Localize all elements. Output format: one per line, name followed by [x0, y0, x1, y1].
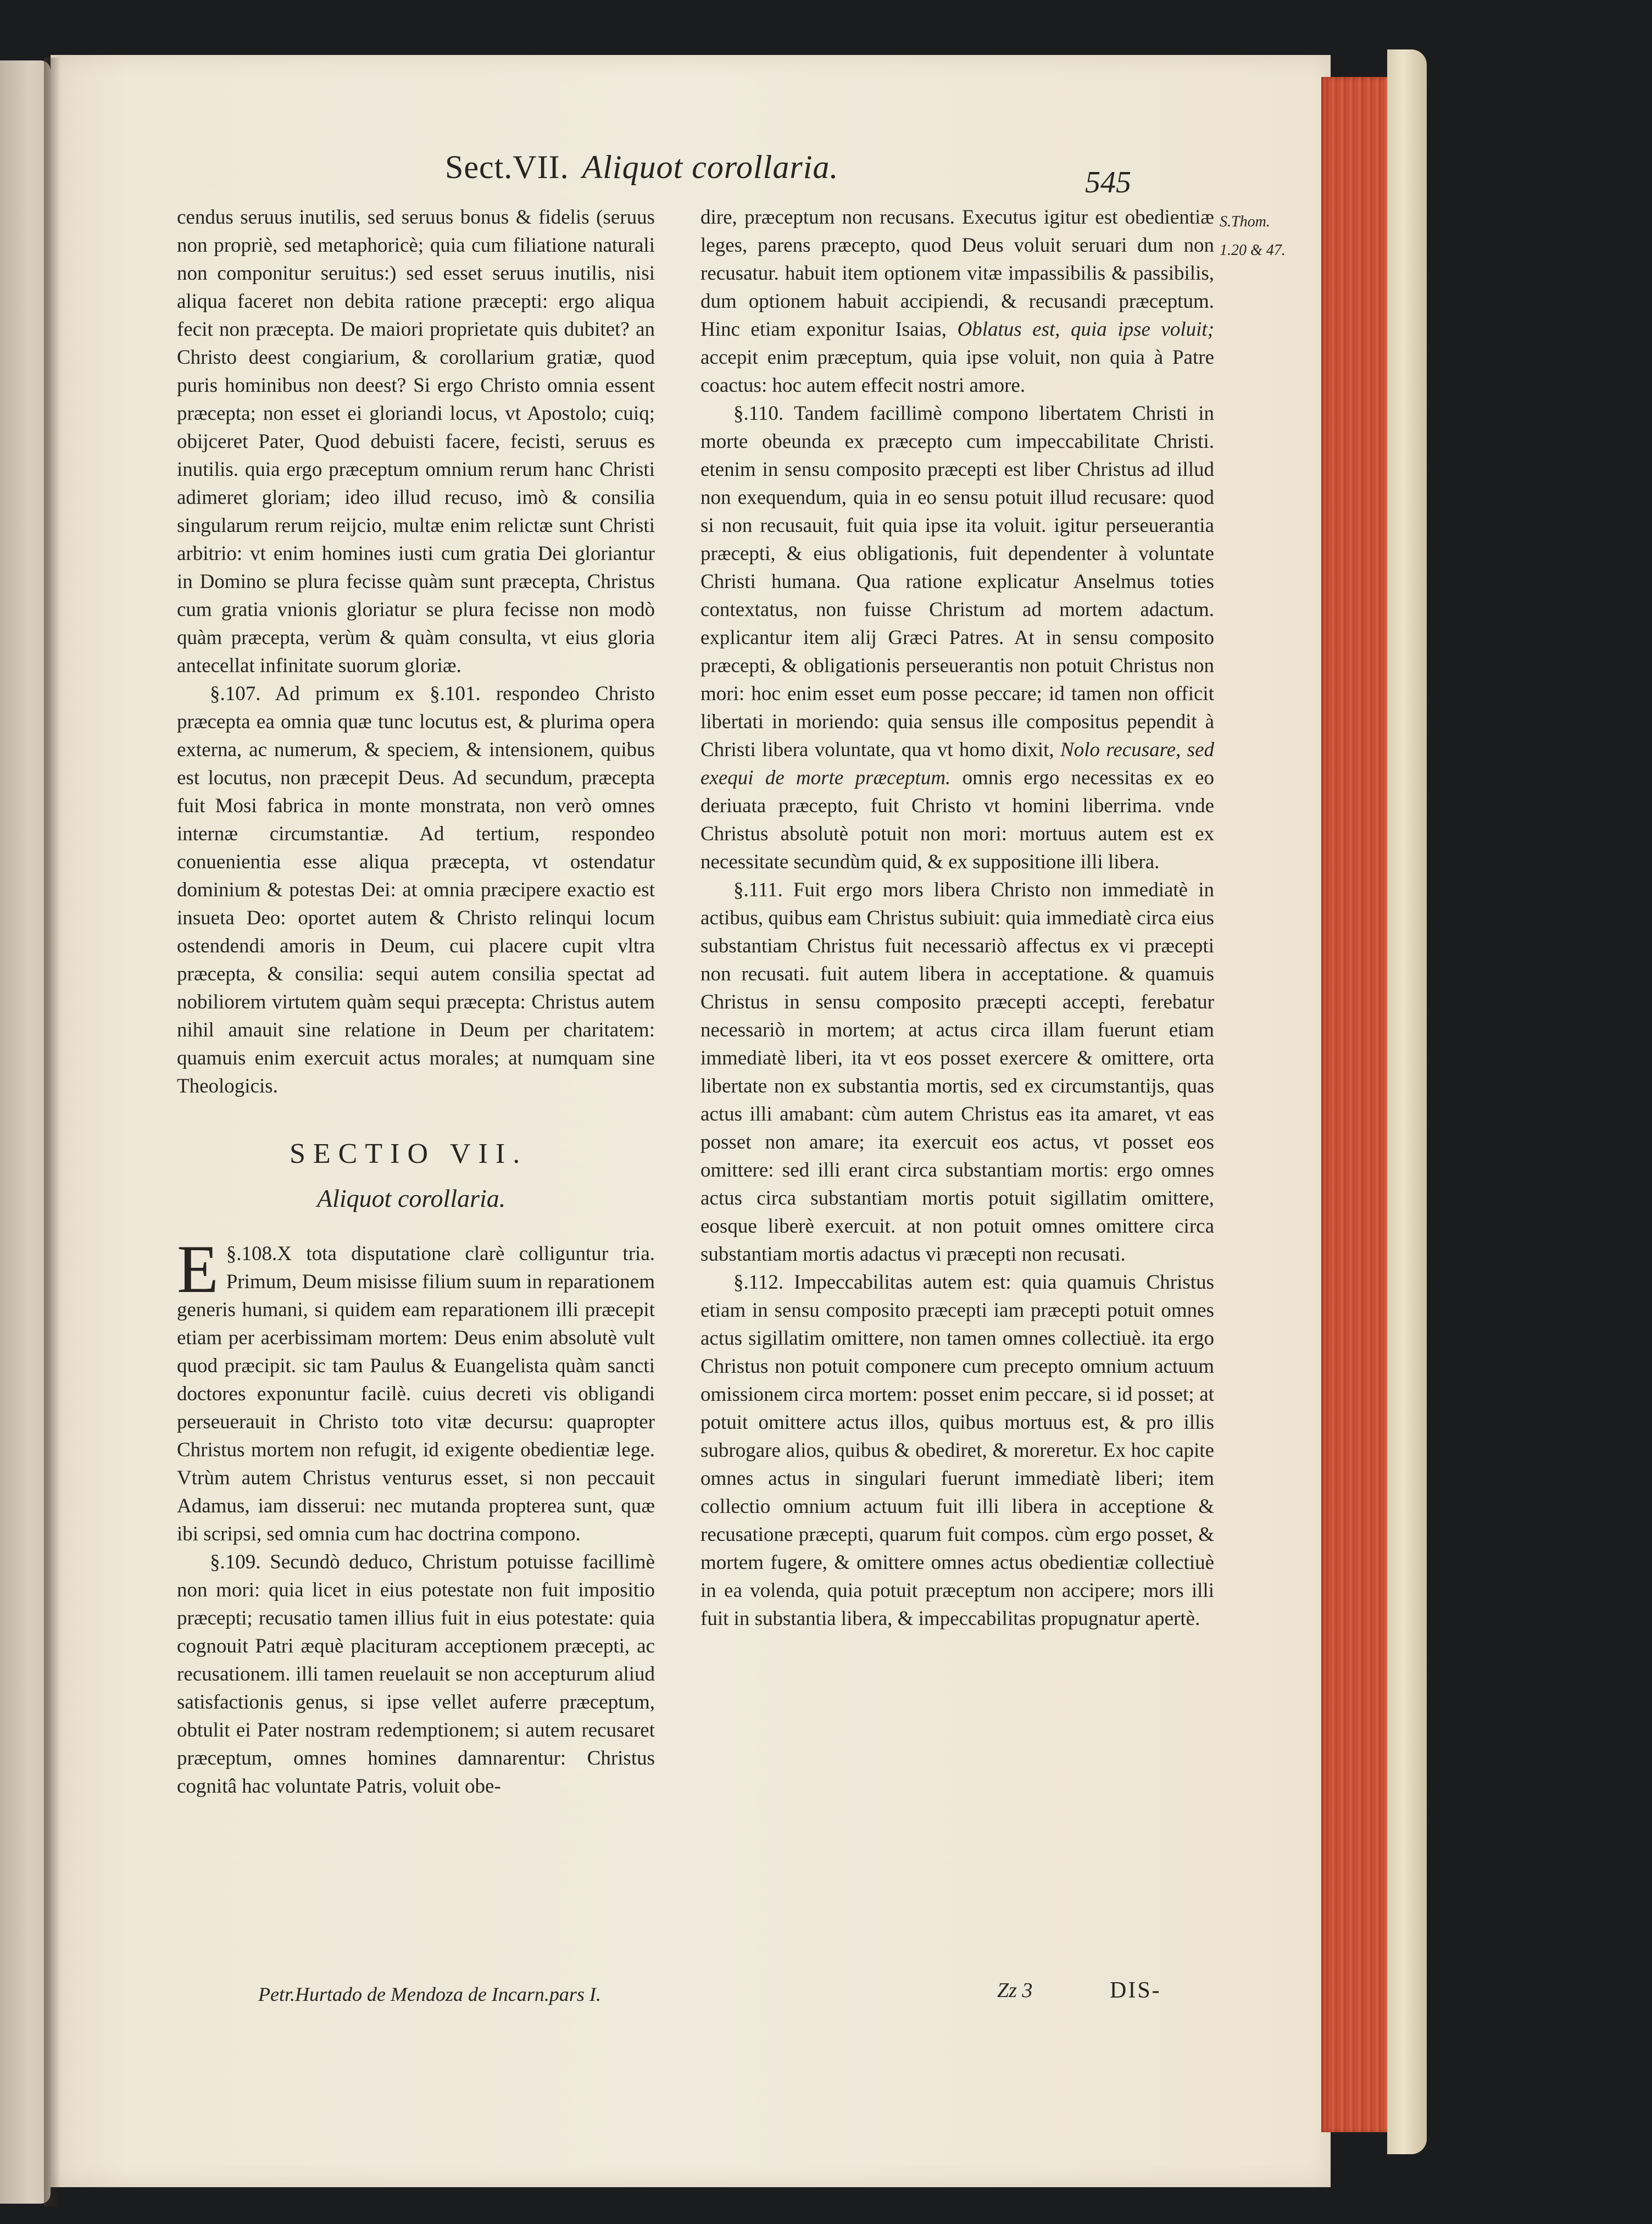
catchword: DIS-	[1110, 1978, 1161, 2003]
scripture-quote: Nolo recusare, sed exequi de morte præceptum.	[700, 739, 1215, 789]
running-head-title: Aliquot corollaria.	[582, 149, 839, 185]
text-run: dire, præceptum non recusans. Executus igitur est obedientiæ leges, parens præcepto, quod Deus voluit seruari dum non recusatur. habuit item optionem vitæ impassibilis & passibilis, dum optionem habuit accipiendi, & recusandi præceptum. Hinc etiam exponitur Isaias,	[700, 206, 1214, 341]
page-number: 545	[1085, 165, 1131, 199]
margin-note	[1220, 208, 1286, 265]
text-run: accepit enim præceptum, quia ipse voluit, non quia à Patre coactus: hoc autem effecit nostri amore.	[700, 346, 1214, 397]
paragraph-continuation-right	[700, 203, 1214, 400]
paragraph-108-text: X tota disputatione clarè colliguntur tria. Primum, Deum misisse filium suum in reparationem generis humani, si quidem eam reparationem illi præcepit etiam per acerbissimam mortem: Deus enim absolutè vult quod præcipit. sic tam Paulus & Euangelista quàm sancti doctores exponuntur facilè. cuius decreti vis obligandi perseuerauit in Christo toto vitæ decursu: quapropter Christus mortem non refugit, id exigente obedientiæ lege. Vtrùm autem Christus venturus esset, si non peccauit Adamus, iam disserui: nec mutanda propterea sunt, quæ ibi scripsi, sed omnia cum hac doctrina compono.	[177, 1243, 655, 1545]
paragraph-111: §.111. Fuit ergo mors libera Christo non immediatè in actibus, quibus eam Christus subiuit: quia immediatè circa eius substantiam Christus fuit necessariò affectus ex vi præcepti non recusati. fuit autem libera in acceptatione. & quamuis Christus in sensu composito præcepti accepti, ferebatur necessariò in mortem; at actus circa illam fuerunt etiam immediatè liberi, ita vt eos posset exercere & omittere, orta libertate non ex substantia mortis, sed ex circumstantijs, quas actus illi amabant: cùm autem Christus eas ita amaret, vt eas posset non amare; ita exercuit eos actus, vt posset eos omittere: sed illi erant circa substantiam mortis: ergo omnes actus circa substantiam mortis potuit sigillatim omittere, eosque liberè exercuit. at non potuit omnes omittere circa substantiam mortis adactus vi præcepti non recusati.	[700, 879, 1214, 1266]
paragraph-107: §.107. Ad primum ex §.101. respondeo Christo præcepta ea omnia quæ tunc locutus est, & plurima opera externa, ac numerum, & speciem, & intensionem, quibus est locutus, non præcepit Deus. Ad secundum, præcepta fuit Mosi fabrica in monte monstrata, non verò omnes internæ circumstantiæ. Ad tertium, respondeo conuenientia esse aliqua præcepta, vt ostendatur dominium & potestas Dei: at omnia præcipere exactio est insueta Deo: oportet autem & Christo relinqui locum ostendendi amoris in Deum, cui placere cupit vltra præcepta, & consilia: sequi autem consilia spectat ad nobiliorem virtutem quàm sequi præcepta: Christus autem nihil amauit sine relatione in Deum per charitatem: quamuis enim exercuit actus morales; at numquam sine Theologicis.	[177, 683, 655, 1097]
signature-mark: Zz 3	[997, 1979, 1033, 2002]
red-page-edges	[1321, 77, 1392, 2132]
vellum-cover-edge	[1387, 49, 1427, 2154]
facing-page-edge	[0, 60, 51, 2204]
footer-author-line: Petr.Hurtado de Mendoza de Incarn.pars I.	[258, 1983, 601, 2005]
text-run: omnis ergo necessitas ex eo deriuata præcepto, fuit Christo vt homini liberrima. vnde Christus absolutè potuit non mori: mortuus autem est ex necessitate secundùm quid, & ex suppositione illi libera.	[700, 767, 1215, 873]
gutter-shadow	[44, 58, 60, 2206]
paragraph-continuation: cendus seruus inutilis, sed seruus bonus & fidelis (seruus non propriè, sed metaphoricè; quia cum filiatione naturali non componitur seruitus:) sed esset seruus inutilis, nisi aliqua faceret non debita ratione præcepti: ergo aliqua fecit non præcepta. De maiori proprietate quis dubitet? an Christo deest congiarium, & corollarium gratiæ, quod puris hominibus non deest? Si ergo Christo omnia essent præcepta; non esset ei gloriandi locus, vt Apostolo; cuiq; obijceret Pater, Quod debuisti facere, fecisti, seruus es inutilis. quia ergo præceptum omnium rerum hanc Christi adimeret gloriam; ideo illud recuso, imò & consilia singularum rerum reijcio, multæ enim relictæ sunt Christi arbitrio: vt enim homines iusti cum gratia Dei gloriantur in Domino se plura fecisse quàm sunt præcepta, Christus cum gratia vnionis gloriatur se plura fecisse non modò quàm præcepta, verùm & quàm consulta, vt eius gloria antecellat infinitate suorum gloriæ.	[177, 206, 655, 677]
paragraph-label: §.108.	[226, 1243, 277, 1265]
running-head-section: Sect.VII.	[445, 149, 569, 185]
drop-capital: E	[177, 1232, 219, 1307]
margin-note-line: S.Thom.	[1220, 213, 1270, 230]
text-run: §.110. Tandem facillimè compono libertatem Christi in morte obeunda ex præcepto cum impeccabilitate Christi. etenim in sensu composito præcepti est liber Christus ad illud non exequendum, quia in eo sensu potuit illud recusare: quod si non recusauit, fuit quia ipse ita voluit. igitur perseuerantia præcepti, & eius obligationis, fuit dependenter à voluntate Christi humana. Qua ratione explicatur Anselmus toties contextatus, non fuisse Christum ad mortem adactum. explicantur item alij Græci Patres. At in sensu composito præcepti, & obligationis perseuerantis non potuit Christus non mori: hoc enim esset eum posse peccare; id tamen non officit libertati in moriendo: quia sensus ille compositus pependit à Christi libera voluntate, qua vt homo dixit,	[700, 402, 1214, 761]
paragraph-108	[177, 1232, 655, 1548]
margin-note-line: 1.20 & 47.	[1220, 242, 1286, 259]
paragraph-110	[700, 400, 1214, 876]
paragraph-109: §.109. Secundò deduco, Christum potuisse facillimè non mori: quia licet in eius potestate non fuit impositio præcepti; recusatio tamen illius fuit in eius potestate: quia cognouit Patri æquè placituram acceptionem præcepti, ac recusationem. illi tamen reuelauit se non accepturum aliud satisfactionis genus, si ipse vellet auferre præceptum, obtulit ei Pater nostram redemptionem; si autem recusaret præceptum, omnes homines damnarentur: Christus cognitâ hac voluntate Patris, voluit obe-	[177, 1551, 655, 1798]
paragraph-112: §.112. Impeccabilitas autem est: quia quamuis Christus etiam in sensu composito præcepti iam præcepti potuit omnes actus sigillatim omittere, non tamen omnes collectiuè. ita ergo Christus non potuit componere cum precepto omnium actuum omissionem circa mortem: posset enim peccare, si id posset; at potuit omittere actus illos, quibus mortuus est, & pro illis subrogare alios, quibus & obediret, & moreretur. Ex hoc capite omnes actus in singulari fuerunt immediatè liberi; item collectio omnium actuum fuit illi libera in acceptione & recusatione præcepti, quarum fuit compos. cùm ergo posset, & mortem fugere, & omittere omnes actus obedientiæ collectiuè in ea volenda, quia potuit præceptum non accipere; mors illi fuit in substantia libera, & impeccabilitas propugnatur apertè.	[700, 1271, 1214, 1630]
section-title: SECTIO VII.	[290, 1138, 528, 1169]
right-text-column	[700, 203, 1214, 1633]
left-text-column	[177, 203, 655, 1800]
section-subtitle: Aliquot corollaria.	[317, 1184, 506, 1212]
running-head	[445, 148, 838, 186]
scripture-quote: Oblatus est, quia ipse voluit;	[957, 318, 1215, 341]
